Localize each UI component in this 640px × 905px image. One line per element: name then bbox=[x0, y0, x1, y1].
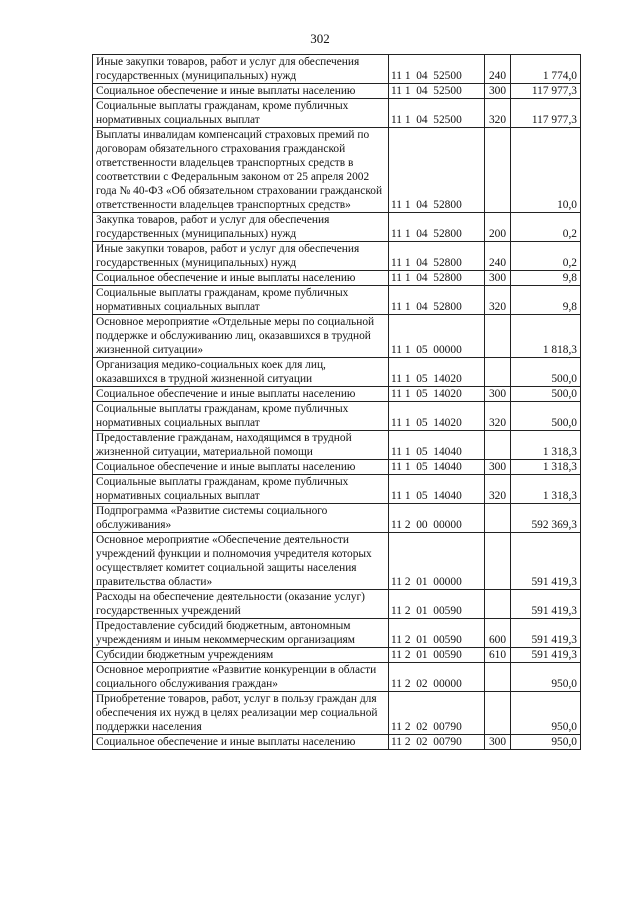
row-vr-cell bbox=[485, 504, 511, 533]
row-code-cell: 11 1 05 14040 bbox=[389, 460, 485, 475]
row-vr-cell bbox=[485, 431, 511, 460]
row-vr-cell: 320 bbox=[485, 402, 511, 431]
row-amount-cell: 117 977,3 bbox=[511, 84, 581, 99]
row-amount-cell: 0,2 bbox=[511, 213, 581, 242]
table-row bbox=[93, 55, 581, 84]
row-vr-cell bbox=[485, 358, 511, 387]
row-name-cell: Закупка товаров, работ и услуг для обеспечения государственных (муниципальных) нужд bbox=[93, 213, 389, 242]
row-vr-cell bbox=[485, 315, 511, 358]
row-amount-cell: 500,0 bbox=[511, 387, 581, 402]
row-code-cell: 11 1 04 52500 bbox=[389, 55, 485, 84]
table-row bbox=[93, 271, 581, 286]
row-vr-cell bbox=[485, 590, 511, 619]
row-name-cell: Приобретение товаров, работ, услуг в пользу граждан для обеспечения их нужд в целях реализации мер социальной поддержки населения bbox=[93, 692, 389, 735]
row-amount-cell: 950,0 bbox=[511, 735, 581, 750]
row-amount-cell: 9,8 bbox=[511, 286, 581, 315]
row-name-cell: Основное мероприятие «Отдельные меры по социальной поддержке и обслуживанию лиц, оказавшихся в трудной жизненной ситуации» bbox=[93, 315, 389, 358]
row-vr-cell: 300 bbox=[485, 460, 511, 475]
row-code-cell: 11 1 04 52800 bbox=[389, 242, 485, 271]
row-amount-cell: 500,0 bbox=[511, 358, 581, 387]
row-name-cell: Выплаты инвалидам компенсаций страховых премий по договорам обязательного страхования гражданской ответственности владельцев транспортных средств в соответствии с Федеральным законом от 25 апреля 2002 года № 40-ФЗ «Об обязательном страховании гражданской ответственности владельцев транспортных средств» bbox=[93, 128, 389, 213]
row-name-cell: Подпрограмма «Развитие системы социального обслуживания» bbox=[93, 504, 389, 533]
row-vr-cell: 240 bbox=[485, 55, 511, 84]
row-name-cell: Социальное обеспечение и иные выплаты населению bbox=[93, 460, 389, 475]
row-amount-cell: 591 419,3 bbox=[511, 619, 581, 648]
row-name-cell: Социальные выплаты гражданам, кроме публичных нормативных социальных выплат bbox=[93, 475, 389, 504]
row-code-cell: 11 1 04 52800 bbox=[389, 213, 485, 242]
row-code-cell: 11 2 00 00000 bbox=[389, 504, 485, 533]
row-vr-cell bbox=[485, 692, 511, 735]
row-code-cell: 11 1 05 14040 bbox=[389, 475, 485, 504]
row-vr-cell: 300 bbox=[485, 735, 511, 750]
row-amount-cell: 9,8 bbox=[511, 271, 581, 286]
row-code-cell: 11 1 05 14020 bbox=[389, 387, 485, 402]
row-code-cell: 11 2 02 00000 bbox=[389, 663, 485, 692]
row-amount-cell: 1 318,3 bbox=[511, 475, 581, 504]
row-code-cell: 11 2 02 00790 bbox=[389, 735, 485, 750]
table-row bbox=[93, 213, 581, 242]
table-row bbox=[93, 128, 581, 213]
row-amount-cell: 950,0 bbox=[511, 663, 581, 692]
row-amount-cell: 950,0 bbox=[511, 692, 581, 735]
row-name-cell: Социальное обеспечение и иные выплаты населению bbox=[93, 735, 389, 750]
row-amount-cell: 10,0 bbox=[511, 128, 581, 213]
table-row bbox=[93, 460, 581, 475]
row-name-cell: Организация медико-социальных коек для лиц, оказавшихся в трудной жизненной ситуации bbox=[93, 358, 389, 387]
row-code-cell: 11 1 05 14020 bbox=[389, 402, 485, 431]
row-vr-cell bbox=[485, 663, 511, 692]
table-row bbox=[93, 475, 581, 504]
table-row bbox=[93, 387, 581, 402]
table-row bbox=[93, 99, 581, 128]
row-name-cell: Социальные выплаты гражданам, кроме публичных нормативных социальных выплат bbox=[93, 99, 389, 128]
row-name-cell: Предоставление гражданам, находящимся в трудной жизненной ситуации, материальной помощи bbox=[93, 431, 389, 460]
page-number: 302 bbox=[310, 31, 330, 46]
row-amount-cell: 592 369,3 bbox=[511, 504, 581, 533]
row-vr-cell: 200 bbox=[485, 213, 511, 242]
row-name-cell: Социальное обеспечение и иные выплаты населению bbox=[93, 387, 389, 402]
row-amount-cell: 500,0 bbox=[511, 402, 581, 431]
table-row bbox=[93, 590, 581, 619]
table-row bbox=[93, 315, 581, 358]
table-row bbox=[93, 619, 581, 648]
row-vr-cell: 600 bbox=[485, 619, 511, 648]
row-vr-cell: 300 bbox=[485, 84, 511, 99]
row-name-cell: Расходы на обеспечение деятельности (оказание услуг) государственных учреждений bbox=[93, 590, 389, 619]
row-name-cell: Основное мероприятие «Обеспечение деятельности учреждений функции и полномочия учредителя которых осуществляет комитет социальной защиты населения правительства области» bbox=[93, 533, 389, 590]
row-vr-cell: 240 bbox=[485, 242, 511, 271]
row-name-cell: Социальное обеспечение и иные выплаты населению bbox=[93, 84, 389, 99]
row-amount-cell: 1 318,3 bbox=[511, 431, 581, 460]
row-vr-cell: 300 bbox=[485, 271, 511, 286]
row-name-cell: Основное мероприятие «Развитие конкуренции в области социального обслуживания граждан» bbox=[93, 663, 389, 692]
row-amount-cell: 117 977,3 bbox=[511, 99, 581, 128]
table-row bbox=[93, 431, 581, 460]
row-vr-cell bbox=[485, 128, 511, 213]
table-row bbox=[93, 84, 581, 99]
budget-table bbox=[92, 54, 581, 750]
row-name-cell: Иные закупки товаров, работ и услуг для обеспечения государственных (муниципальных) нужд bbox=[93, 242, 389, 271]
row-amount-cell: 591 419,3 bbox=[511, 533, 581, 590]
table-row bbox=[93, 692, 581, 735]
row-vr-cell: 610 bbox=[485, 648, 511, 663]
row-amount-cell: 0,2 bbox=[511, 242, 581, 271]
row-name-cell: Социальное обеспечение и иные выплаты населению bbox=[93, 271, 389, 286]
table-row bbox=[93, 663, 581, 692]
row-code-cell: 11 1 04 52800 bbox=[389, 271, 485, 286]
table-row bbox=[93, 533, 581, 590]
table-row bbox=[93, 402, 581, 431]
row-vr-cell: 300 bbox=[485, 387, 511, 402]
row-code-cell: 11 2 01 00590 bbox=[389, 590, 485, 619]
row-code-cell: 11 2 02 00790 bbox=[389, 692, 485, 735]
table-body bbox=[93, 55, 581, 750]
row-vr-cell bbox=[485, 533, 511, 590]
row-name-cell: Социальные выплаты гражданам, кроме публичных нормативных социальных выплат bbox=[93, 402, 389, 431]
row-vr-cell: 320 bbox=[485, 99, 511, 128]
row-code-cell: 11 1 04 52800 bbox=[389, 286, 485, 315]
table-row bbox=[93, 358, 581, 387]
table-row bbox=[93, 242, 581, 271]
row-vr-cell: 320 bbox=[485, 286, 511, 315]
row-amount-cell: 591 419,3 bbox=[511, 648, 581, 663]
row-code-cell: 11 1 04 52800 bbox=[389, 128, 485, 213]
row-name-cell: Иные закупки товаров, работ и услуг для обеспечения государственных (муниципальных) нужд bbox=[93, 55, 389, 84]
row-name-cell: Предоставление субсидий бюджетным, автономным учреждениям и иным некоммерческим организациям bbox=[93, 619, 389, 648]
row-code-cell: 11 1 05 00000 bbox=[389, 315, 485, 358]
row-amount-cell: 1 318,3 bbox=[511, 460, 581, 475]
row-amount-cell: 591 419,3 bbox=[511, 590, 581, 619]
row-vr-cell: 320 bbox=[485, 475, 511, 504]
row-code-cell: 11 1 04 52500 bbox=[389, 99, 485, 128]
row-code-cell: 11 1 05 14020 bbox=[389, 358, 485, 387]
row-code-cell: 11 1 05 14040 bbox=[389, 431, 485, 460]
table-row bbox=[93, 286, 581, 315]
row-name-cell: Социальные выплаты гражданам, кроме публичных нормативных социальных выплат bbox=[93, 286, 389, 315]
row-code-cell: 11 2 01 00000 bbox=[389, 533, 485, 590]
row-code-cell: 11 2 01 00590 bbox=[389, 648, 485, 663]
table-row bbox=[93, 735, 581, 750]
row-amount-cell: 1 774,0 bbox=[511, 55, 581, 84]
row-amount-cell: 1 818,3 bbox=[511, 315, 581, 358]
row-code-cell: 11 1 04 52500 bbox=[389, 84, 485, 99]
row-code-cell: 11 2 01 00590 bbox=[389, 619, 485, 648]
row-name-cell: Субсидии бюджетным учреждениям bbox=[93, 648, 389, 663]
table-row bbox=[93, 504, 581, 533]
table-row bbox=[93, 648, 581, 663]
